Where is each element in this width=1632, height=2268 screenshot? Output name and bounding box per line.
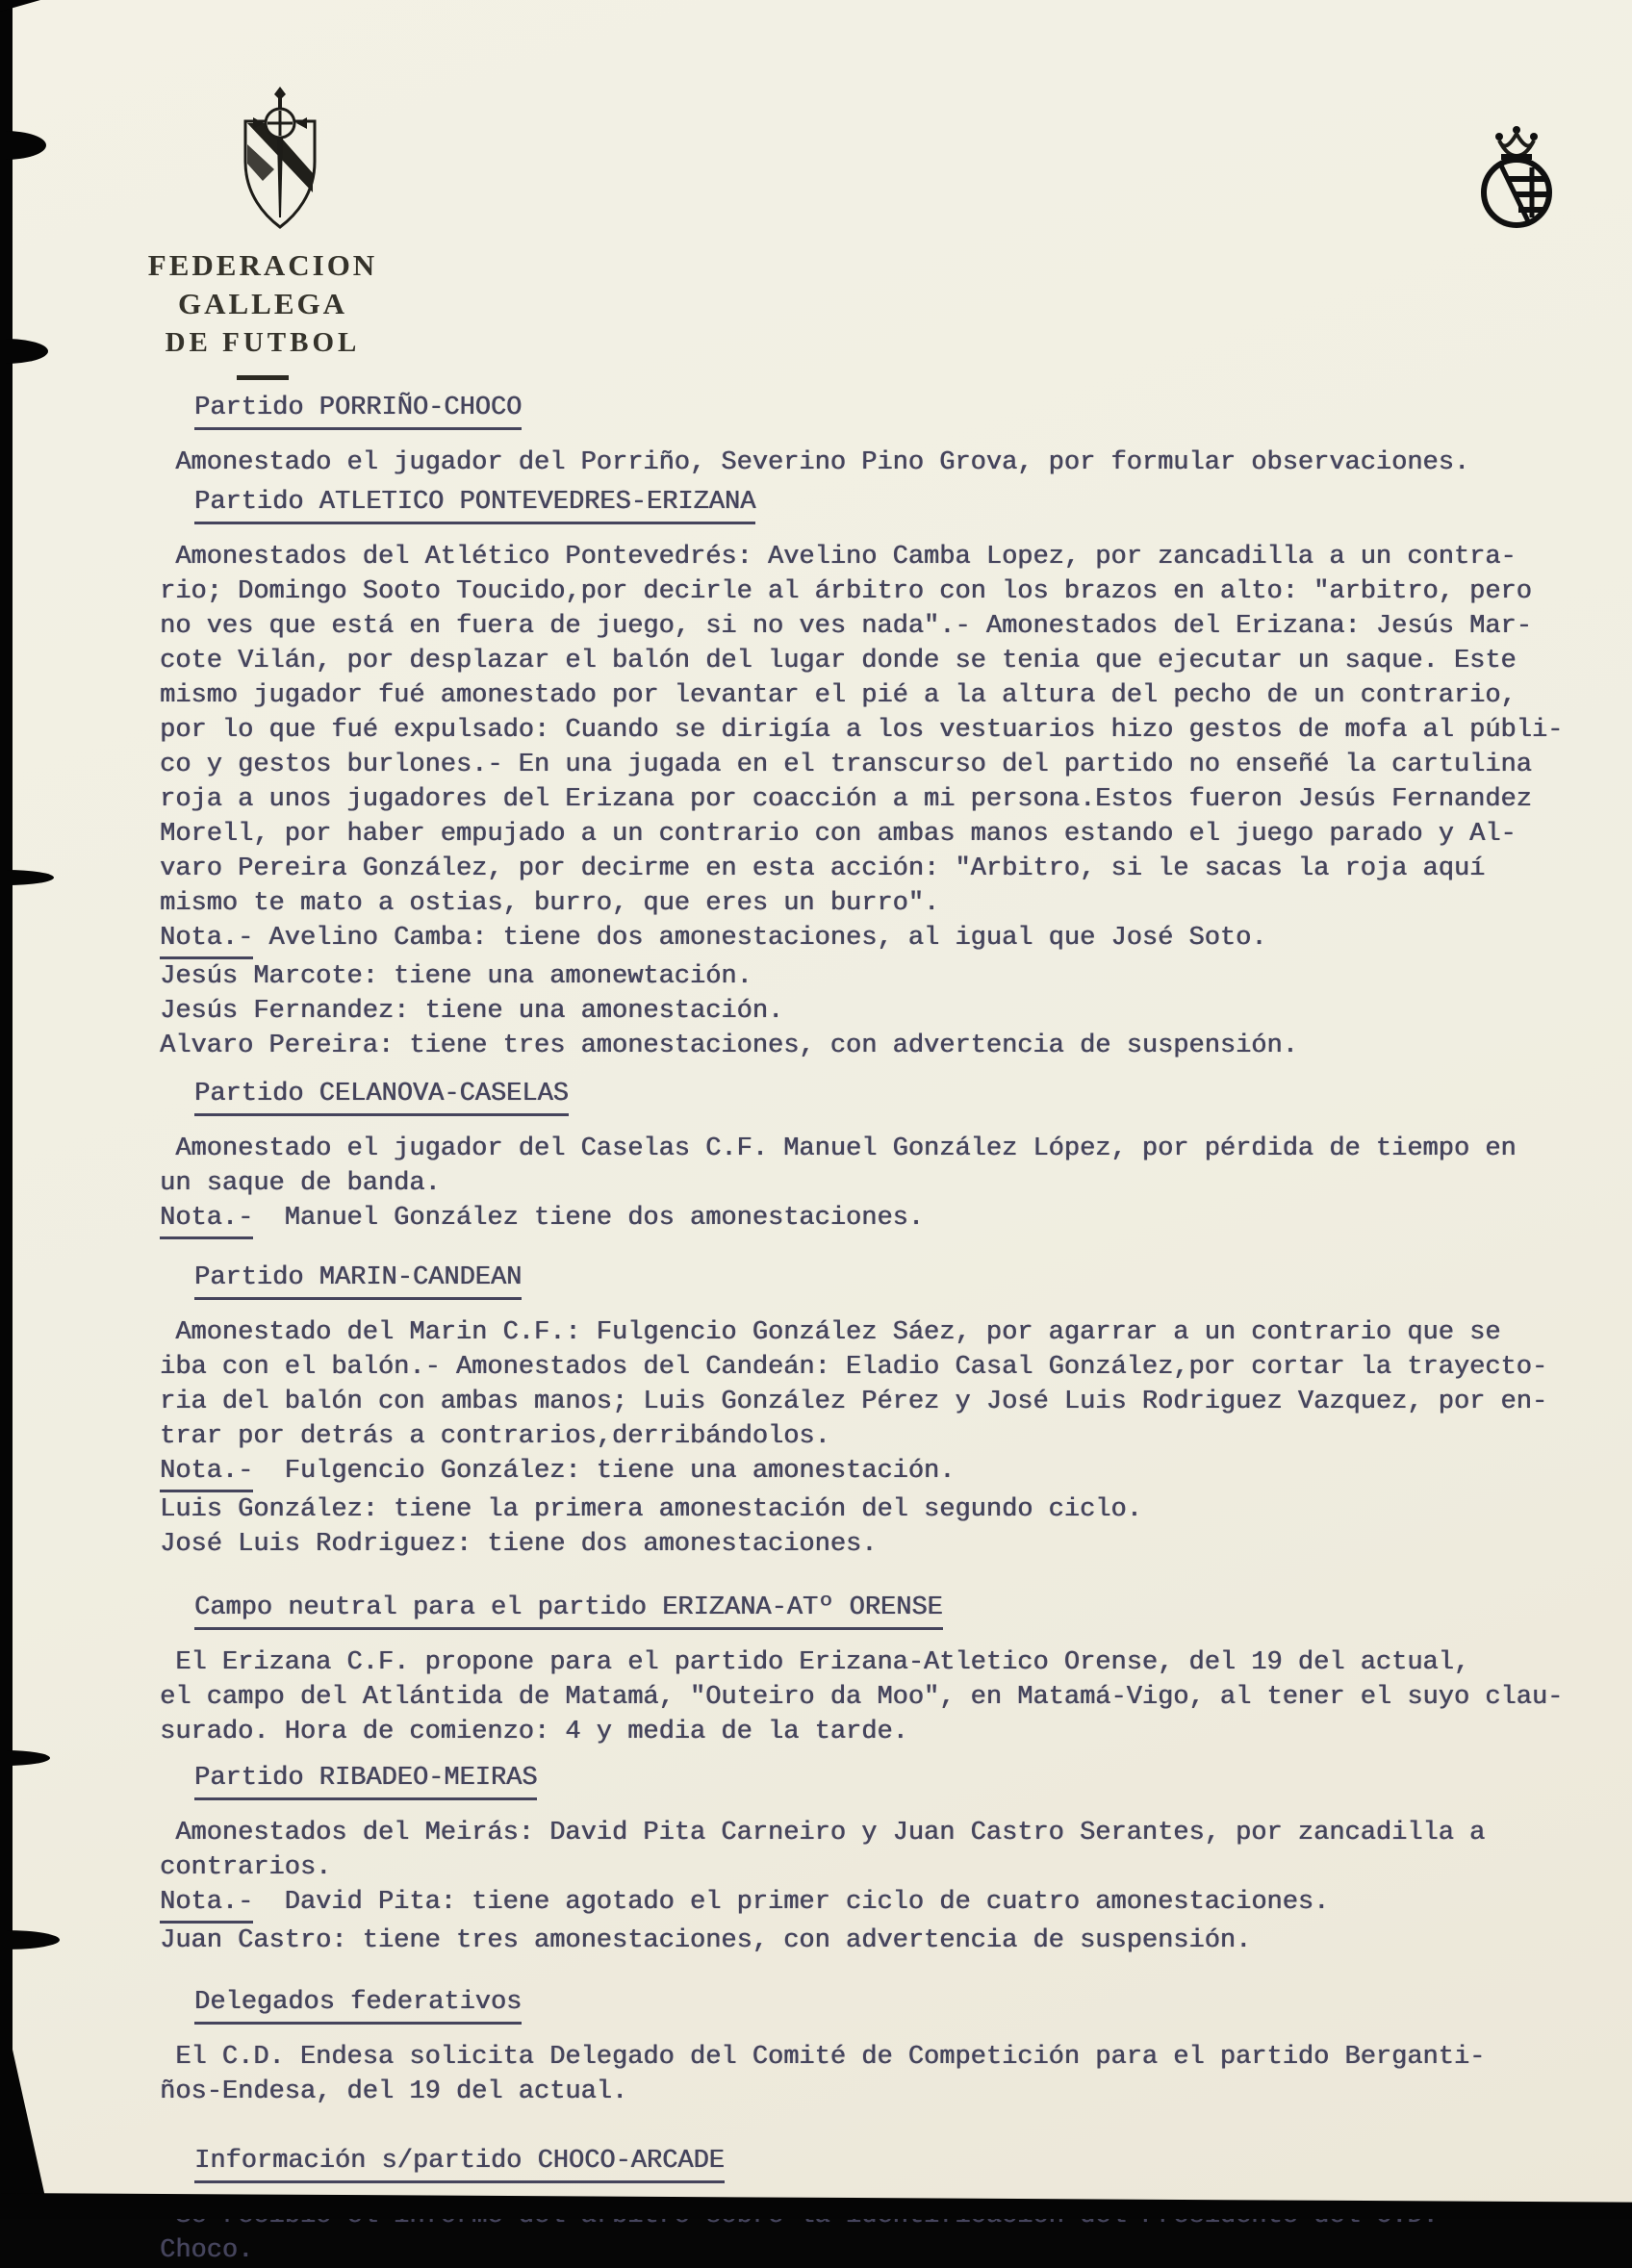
nota-label: Nota.- [160,1454,253,1492]
section-heading [160,2144,1603,2183]
typed-line: por lo que fué expulsado: Cuando se dirigía a los vestuarios hizo gestos de mofa al públi- [160,716,1564,745]
typed-line: cote Vilán, por desplazar el balón del lugar donde se tenia que ejecutar un saque. Este [160,647,1517,675]
typed-line: ria del balón con ambas manos; Luis González Pérez y José Luis Rodriguez Vazquez, por en- [160,1388,1548,1416]
report-section [160,485,1603,1063]
section-heading [160,1077,1603,1116]
typed-line: el campo del Atlántida de Matamá, "Outeiro da Moo", en Matamá-Vigo, al tener el suyo clau- [160,1683,1564,1712]
nota-label: Nota.- [160,1201,253,1239]
section-heading [160,1985,1603,2025]
typed-line: Choco. [160,2236,254,2265]
nota-text: Fulgencio González: tiene una amonestación. [253,1457,956,1486]
nota-continuation-line: Luis González: tiene la primera amonestación del segundo ciclo. [160,1495,1142,1524]
section-heading [160,1761,1603,1800]
typed-line: El C.D. Endesa solicita Delegado del Comité de Competición para el partido Berganti- [160,2043,1486,2072]
section-heading-text: Partido RIBADEO-MEIRAS [194,1761,537,1800]
typed-line: roja a unos jugadores del Erizana por coacción a mi persona.Estos fueron Jesús Fernandez [160,785,1532,814]
crowned-monogram-icon [1476,121,1557,233]
typed-line: mismo te mato a ostias, burro, que eres un burro". [160,889,940,918]
typed-line: Morell, por haber empujado a un contrario con ambas manos estando el juego parado y Al- [160,820,1517,849]
typed-line: Amonestado del Marin C.F.: Fulgencio González Sáez, por agarrar a un contrario que se [160,1318,1501,1347]
report-section [160,1591,1603,1749]
nota-line [160,921,1603,959]
nota-text: Manuel González tiene dos amonestaciones. [253,1204,924,1233]
typed-line: contrarios. [160,1853,332,1882]
letterhead-rule [237,375,289,380]
nota-text: David Pita: tiene agotado el primer ciclo de cuatro amonestaciones. [253,1888,1330,1917]
section-heading-text: Partido MARIN-CANDEAN [194,1261,522,1300]
typed-line: Amonestados del Atlético Pontevedrés: Avelino Camba Lopez, por zancadilla a un contra- [160,543,1517,572]
report-section [160,1985,1603,2109]
typed-line: rio; Domingo Sooto Toucido,por decirle al árbitro con los brazos en alto: "arbitro, pero [160,577,1532,606]
typed-line: un saque de banda. [160,1169,441,1198]
typed-line: mismo jugador fué amonestado por levantar el pié a la altura del pecho de un contrario, [160,681,1517,710]
nota-label: Nota.- [160,921,253,959]
document-page [13,0,1632,2265]
typed-line: surado. Hora de comienzo: 4 y media de la tarde. [160,1718,908,1746]
nota-line [160,1885,1603,1924]
report-section [160,1077,1603,1239]
typed-line: co y gestos burlones.- En una jugada en el transcurso del partido no enseñé la cartulina [160,751,1532,779]
typed-line: trar por detrás a contrarios,derribándolos. [160,1422,830,1451]
typed-line: iba con el balón.- Amonestados del Candeán: Eladio Casal González,por cortar la trayecto- [160,1353,1548,1382]
section-heading-text: Partido CELANOVA-CASELAS [194,1077,569,1116]
nota-line [160,1201,1603,1239]
document-body [160,387,1603,2268]
section-heading [160,391,1603,430]
federation-shield-icon [236,85,324,231]
nota-continuation-line: José Luis Rodriguez: tiene dos amonestaciones. [160,1530,878,1559]
section-heading-text: Campo neutral para el partido ERIZANA-ATº ORENSE [194,1591,943,1630]
org-name-line2: DE FUTBOL [165,327,361,358]
section-heading [160,485,1603,524]
typed-line: varo Pereira González, por decirme en esta acción: "Arbitro, si le sacas la roja aquí [160,854,1486,883]
org-name-line1: FEDERACION GALLEGA [147,248,378,320]
nota-continuation-line: Jesús Fernandez: tiene una amonestación. [160,997,784,1026]
nota-continuation-line: Alvaro Pereira: tiene tres amonestaciones, con advertencia de suspensión. [160,1032,1298,1060]
section-heading-text: Información s/partido CHOCO-ARCADE [194,2144,725,2183]
section-heading-text: Partido ATLETICO PONTEVEDRES-ERIZANA [194,485,755,524]
typed-line: no ves que está en fuera de juego, si no ves nada".- Amonestados del Erizana: Jesús Mar- [160,612,1532,641]
section-heading [160,1261,1603,1300]
section-heading-text: Partido PORRIÑO-CHOCO [194,391,522,430]
nota-label: Nota.- [160,1885,253,1924]
report-section [160,391,1603,480]
typed-line: Amonestados del Meirás: David Pita Carneiro y Juan Castro Serantes, por zancadilla a [160,1819,1486,1848]
typed-line: El Erizana C.F. propone para el partido Erizana-Atletico Orense, del 19 del actual, [160,1648,1470,1677]
section-heading [160,1591,1603,1630]
scan-left-edge [0,0,13,2219]
report-section [160,1261,1603,1562]
typed-line: Amonestado el jugador del Caselas C.F. Manuel González López, por pérdida de tiempo en [160,1134,1517,1163]
nota-continuation-line: Juan Castro: tiene tres amonestaciones, con advertencia de suspensión. [160,1926,1252,1955]
section-heading-text: Delegados federativos [194,1985,522,2025]
nota-continuation-line: Jesús Marcote: tiene una amonewtación. [160,962,752,991]
nota-text: Avelino Camba: tiene dos amonestaciones, al igual que José Soto. [253,924,1267,953]
nota-line [160,1454,1603,1492]
letterhead [80,246,446,380]
report-section [160,1761,1603,1958]
typed-line: ños-Endesa, del 19 del actual. [160,2077,628,2106]
typed-line: Amonestado el jugador del Porriño, Severino Pino Grova, por formular observaciones. [160,448,1470,477]
